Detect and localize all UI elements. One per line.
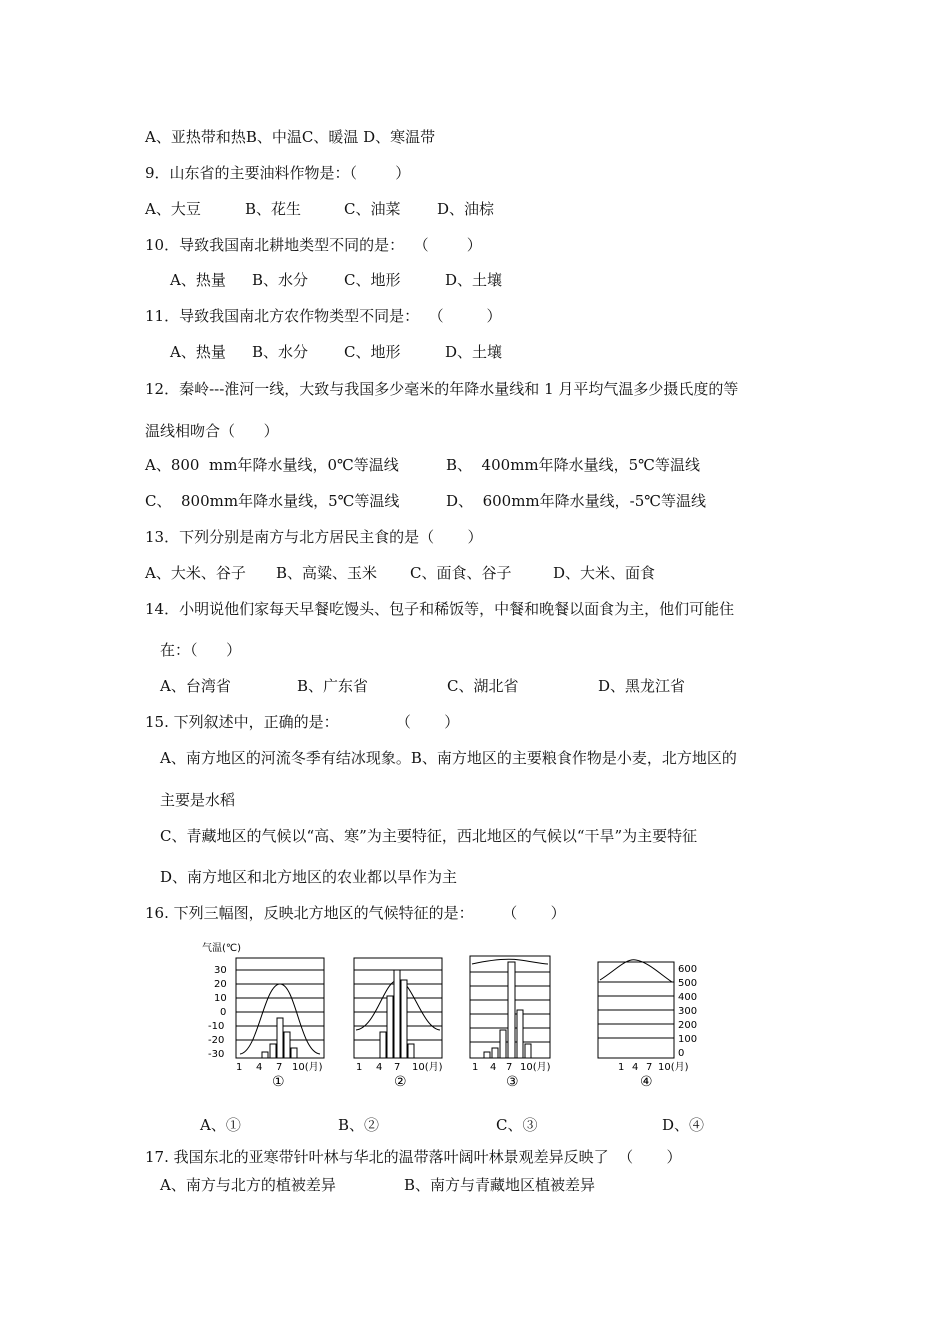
precip-tick: 400 bbox=[678, 992, 698, 1003]
month-tick: 10(月) bbox=[658, 1062, 689, 1073]
precip-tick: 500 bbox=[678, 978, 698, 989]
chart-label-4: ④ bbox=[640, 1074, 653, 1090]
month-tick: 1 bbox=[618, 1062, 625, 1073]
q12-option-b: B、 400mm年降水量线，5℃等温线 bbox=[446, 456, 700, 474]
chart-2 bbox=[354, 958, 442, 1058]
temp-tick: -30 bbox=[208, 1049, 225, 1060]
question-12: 12．秦岭---淮河一线，大致与我国多少毫米的年降水量线和 1 月平均气温多少摄氏度的等 bbox=[145, 380, 739, 398]
temp-tick: -10 bbox=[208, 1021, 225, 1032]
q16-option-d: D、④ bbox=[662, 1116, 705, 1134]
precip-tick: 100 bbox=[678, 1034, 698, 1045]
chart-label-2: ② bbox=[394, 1074, 407, 1090]
q16-option-b: B、② bbox=[338, 1116, 380, 1134]
question-17: 17. 我国东北的亚寒带针叶林与华北的温带落叶阔叶林景观差异反映了 （ ） bbox=[145, 1148, 682, 1166]
month-tick: 7 bbox=[276, 1062, 283, 1073]
precip-tick: 200 bbox=[678, 1020, 698, 1031]
question-11: 11．导致我国南北方农作物类型不同是： （ ） bbox=[145, 307, 502, 325]
q12-option-d: D、 600mm年降水量线，-5℃等温线 bbox=[446, 492, 707, 510]
month-tick: 4 bbox=[256, 1062, 263, 1073]
temp-tick: 30 bbox=[214, 965, 227, 976]
month-tick: 7 bbox=[394, 1062, 401, 1073]
l1: A、亚热带和热B、中温C、暖温 D、寒温带 bbox=[145, 128, 436, 146]
temp-tick: 0 bbox=[220, 1007, 227, 1018]
temp-axis-label: 气温(℃) bbox=[202, 943, 242, 954]
q14-option-b: B、广东省 bbox=[297, 677, 369, 695]
chart-label-3: ③ bbox=[506, 1074, 519, 1090]
q16-option-a: A、① bbox=[200, 1116, 241, 1134]
temp-tick: 10 bbox=[214, 993, 227, 1004]
month-tick: 1 bbox=[356, 1062, 363, 1073]
q14-option-d: D、黑龙江省 bbox=[598, 677, 686, 695]
chart-3 bbox=[470, 956, 550, 1058]
chart-1 bbox=[236, 958, 324, 1058]
temp-tick: -20 bbox=[208, 1035, 225, 1046]
q9-option-a: A、大豆 bbox=[145, 200, 201, 218]
precip-tick: 600 bbox=[678, 964, 698, 975]
q9-option-c: C、油菜 bbox=[344, 200, 401, 218]
q10-option-a: A、热量 bbox=[170, 271, 226, 289]
month-tick: 4 bbox=[490, 1062, 497, 1073]
question-9: 9．山东省的主要油料作物是：（ ） bbox=[145, 164, 411, 182]
q15-option-ab-cont: 主要是水稻 bbox=[160, 791, 236, 809]
month-tick: 10(月) bbox=[520, 1062, 551, 1073]
q10-option-d: D、土壤 bbox=[445, 271, 503, 289]
q16-option-c: C、③ bbox=[496, 1116, 538, 1134]
q15-option-ab: A、南方地区的河流冬季有结冰现象。B、南方地区的主要粮食作物是小麦，北方地区的 bbox=[160, 749, 737, 767]
month-tick: 4 bbox=[376, 1062, 383, 1073]
question-13: 13．下列分别是南方与北方居民主食的是（ ） bbox=[145, 528, 483, 546]
chart-label-1: ① bbox=[272, 1074, 285, 1090]
chart-4 bbox=[598, 960, 674, 1058]
climate-charts-figure bbox=[200, 940, 720, 1090]
q13-option-b: B、高粱、玉米 bbox=[276, 564, 378, 582]
q11-option-c: C、地形 bbox=[344, 343, 401, 361]
q10-option-c: C、地形 bbox=[344, 271, 401, 289]
q13-option-c: C、面食、谷子 bbox=[410, 564, 512, 582]
q17-option-a: A、南方与北方的植被差异 bbox=[160, 1176, 336, 1194]
month-tick: 10(月) bbox=[292, 1062, 323, 1073]
question-16: 16. 下列三幅图，反映北方地区的气候特征的是： （ ） bbox=[145, 904, 566, 922]
q17-option-b: B、南方与青藏地区植被差异 bbox=[404, 1176, 596, 1194]
question-14: 14．小明说他们家每天早餐吃馒头、包子和稀饭等，中餐和晚餐以面食为主，他们可能住 bbox=[145, 600, 735, 618]
temp-tick: 20 bbox=[214, 979, 227, 990]
q15-option-d: D、南方地区和北方地区的农业都以旱作为主 bbox=[160, 868, 458, 886]
q11-option-a: A、热量 bbox=[170, 343, 226, 361]
month-tick: 7 bbox=[646, 1062, 653, 1073]
q11-option-b: B、水分 bbox=[252, 343, 309, 361]
question-12-cont: 温线相吻合（ ） bbox=[145, 422, 279, 440]
question-10: 10．导致我国南北耕地类型不同的是： （ ） bbox=[145, 236, 482, 254]
month-tick: 10(月) bbox=[412, 1062, 443, 1073]
q15-option-c: C、青藏地区的气候以“高、寒”为主要特征，西北地区的气候以“干旱”为主要特征 bbox=[160, 827, 698, 845]
question-14-cont: 在：（ ） bbox=[160, 641, 242, 659]
month-tick: 4 bbox=[632, 1062, 639, 1073]
q14-option-c: C、湖北省 bbox=[447, 677, 519, 695]
month-tick: 1 bbox=[472, 1062, 479, 1073]
q9-option-b: B、花生 bbox=[245, 200, 302, 218]
q9-option-d: D、油棕 bbox=[437, 200, 495, 218]
q12-option-a: A、800 mm年降水量线，0℃等温线 bbox=[145, 456, 399, 474]
precip-tick: 300 bbox=[678, 1006, 698, 1017]
q11-option-d: D、土壤 bbox=[445, 343, 503, 361]
q13-option-d: D、大米、面食 bbox=[553, 564, 656, 582]
month-tick: 7 bbox=[506, 1062, 513, 1073]
precip-tick: 0 bbox=[678, 1048, 685, 1059]
month-tick: 1 bbox=[236, 1062, 243, 1073]
q12-option-c: C、 800mm年降水量线，5℃等温线 bbox=[145, 492, 400, 510]
q13-option-a: A、大米、谷子 bbox=[145, 564, 246, 582]
question-15: 15. 下列叙述中，正确的是： （ ） bbox=[145, 713, 460, 731]
q14-option-a: A、台湾省 bbox=[160, 677, 231, 695]
q10-option-b: B、水分 bbox=[252, 271, 309, 289]
